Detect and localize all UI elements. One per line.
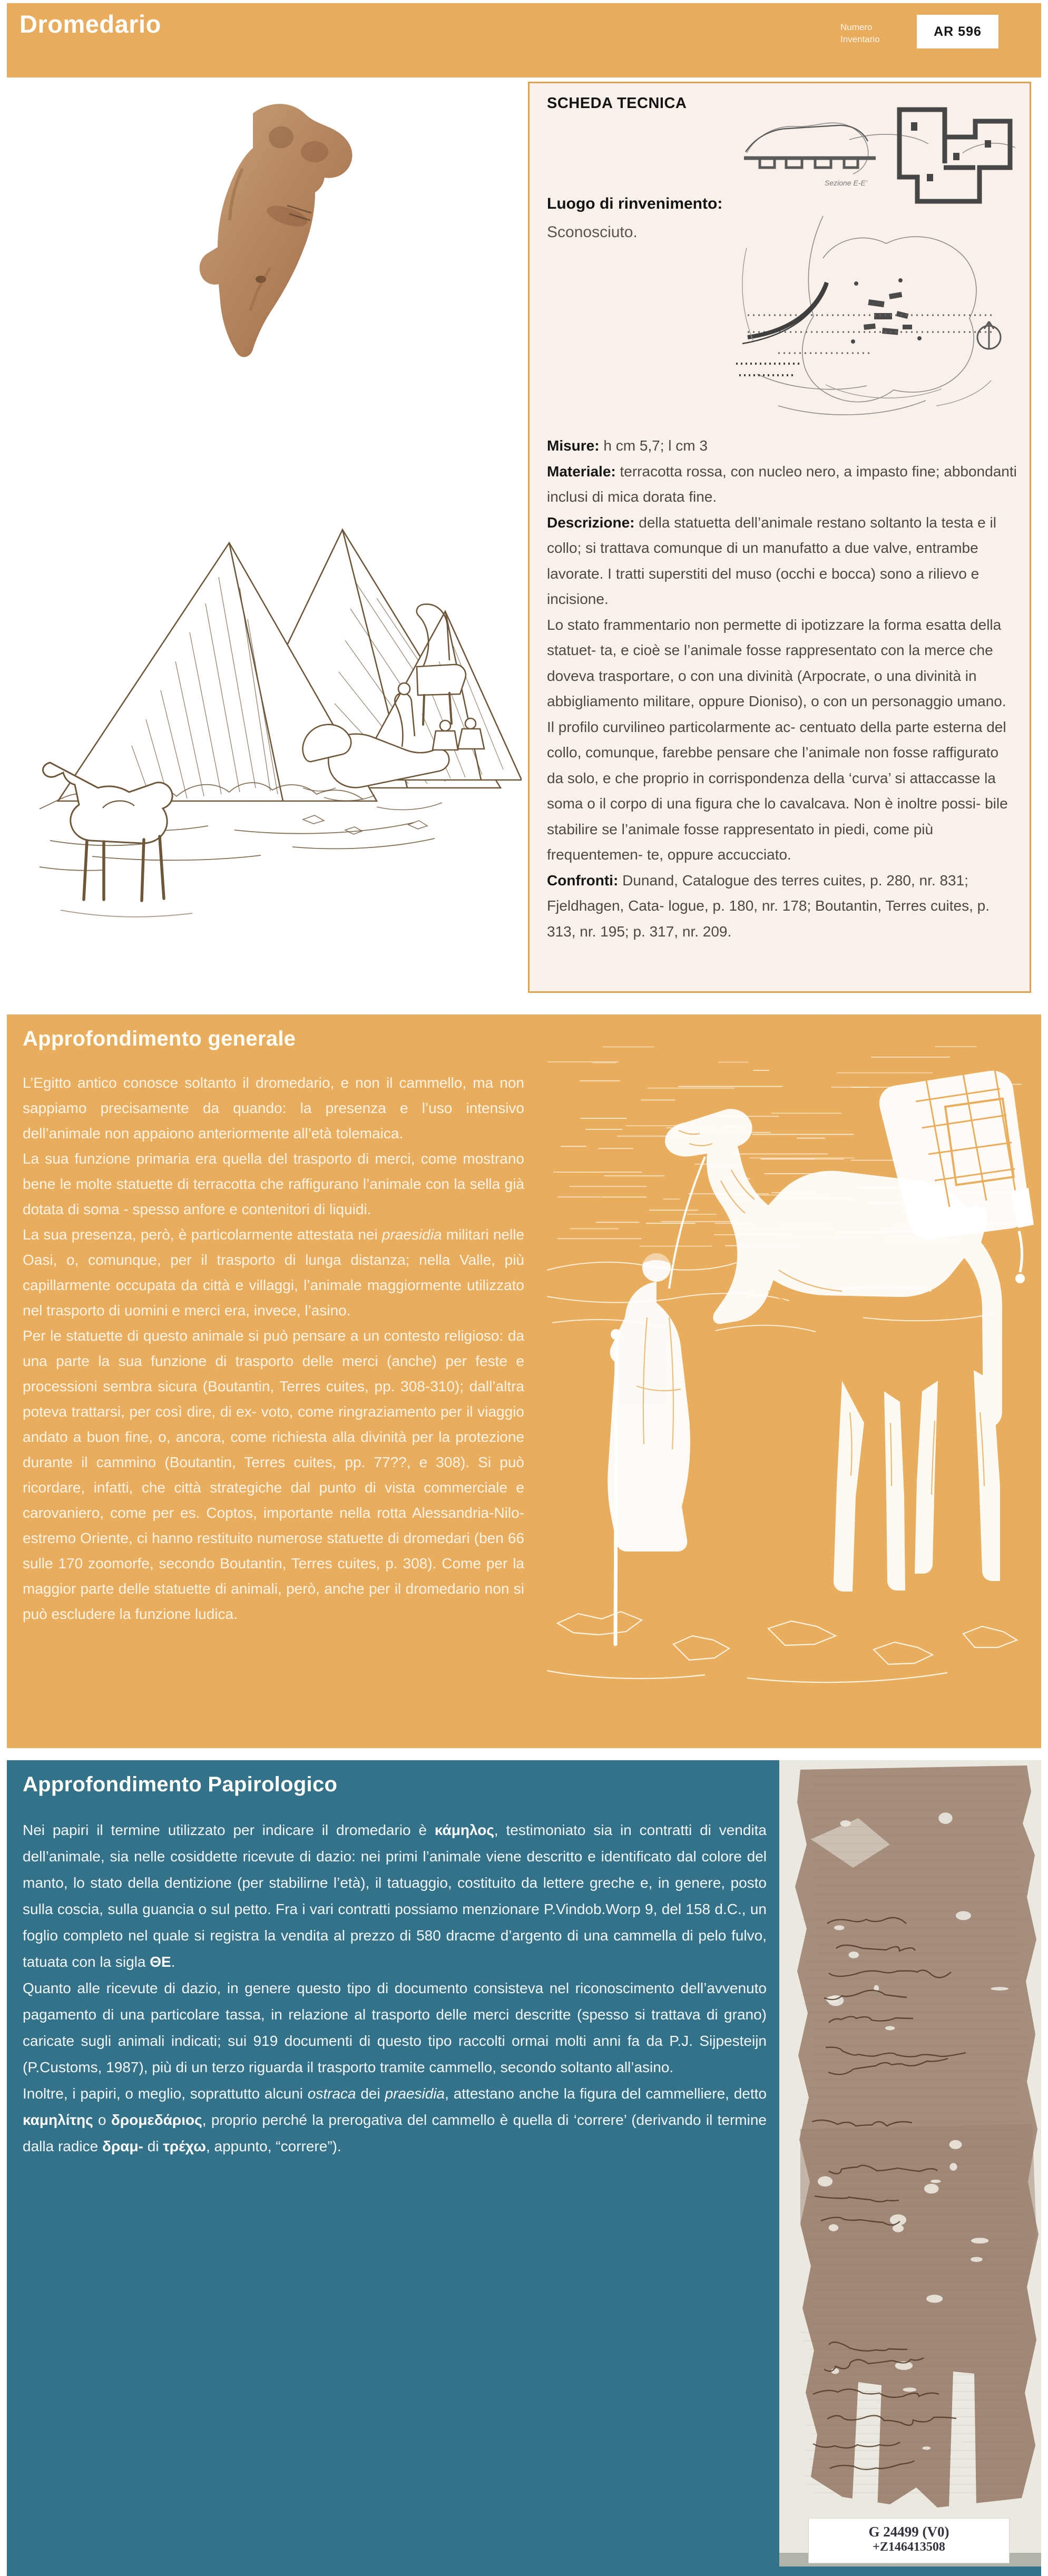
section-approfondimento-papirologico [7,1760,1041,2576]
paragraph: Descrizione: della statuetta dell’animale restano soltanto la testa e il collo; si trattava comunque di un manufatto a due valve, entrambe lavorate. I tratti superstiti del muso (occhi e bocca) sono a rilievo e incisione. [547,514,996,607]
paragraph: Nei papiri il termine utilizzato per indicare il dromedario è κάμηλος, testimoniato sia in contratti di vendita dell’animale, sia nelle cosiddette ricevute di dazio: nei primi l’animale viene descritto e identificato dal colore del manto, lo stato della dentizione (per stabilirne l’età), il tatuaggio, costituito da lettere greche e, in genere, posto sulla coscia, sulla guancia o sul petto. Fra i vari contratti possiamo menzionare P.Vindob.Worp 9, del 158 d.C., un foglio completo nel quale si registra la vendita al prezzo di 580 dracme d’argento di una cammella di pelo fulvo, tatuata con la sigla ΘΕ. [23,1822,767,1970]
papyrus-label-line2: +Z146413508 [873,2540,945,2554]
paragraph: La sua funzione primaria era quella del trasporto di merci, come mostrano bene le molte statuette di terracotta che raffigurano l’animale con la sella già dotata di soma - spesso anfore e contenitori di liquidi. [23,1150,524,1217]
findspot-label: Luogo di rinvenimento: [547,195,723,212]
camel-engraving-illustration [547,1043,1034,1692]
terracotta-fragment-illustration [129,84,393,364]
paragraph: Misure: h cm 5,7; l cm 3 [547,437,708,454]
page-title: Dromedario [19,10,161,38]
papirologico-body [23,1817,767,2160]
inventory-number-badge: AR 596 [917,15,998,48]
generale-body [23,1070,524,1627]
papirologico-title: Approfondimento Papirologico [23,1773,338,1796]
generale-title: Approfondimento generale [23,1027,296,1050]
paragraph: La sua presenza, però, è particolarmente attestata nei praesidia militari nelle Oasi, o, comunque, per il trasporto di lunga distanza; nella Valle, più capillarmente occupata da città e villaggi, l’animale maggiormente utilizzato nel trasporto di uomini e merci era, invece, l’asino. [23,1226,524,1319]
inventory-label: Numero Inventario [840,22,880,44]
scheda-title: SCHEDA TECNICA [547,95,687,112]
pyramids-illustration [8,493,522,1001]
page-header [7,3,1041,77]
site-plan-caption: Sezione E-E’ [825,179,867,187]
paragraph: Quanto alle ricevute di dazio, in genere questo tipo di documento consisteva nel riconoscimento dell’avvenuto pagamento di una particolare tassa, in relazione al trasporto delle merci descritte (spesso si trattava di grano) caricate sugli animali indicati; sui 919 documenti di questo tipo raccolti ormai molti anni fa da P.J. Sijpesteijn (P.Customs, 1987), più di un terzo riguarda il trasporto tramite cammello, secondo soltanto all’asino. [23,1980,767,2075]
findspot-value: Sconosciuto. [547,223,638,241]
papyrus-label-line1: G 24499 (V0) [868,2524,949,2540]
paragraph: Per le statuette di questo animale si può pensare a un contesto religioso: da una parte la sua funzione di trasporto delle merci (anche) per feste e processioni sembra sicura (Boutantin, Terres cuites, pp. 308-310); dall’altra poteva trattarsi, per così dire, di ex- voto, come ringraziamento per il viaggio andato a buon fine, o, ancora, come richiesta alla divinità per la protezione durante il cammino (Boutantin, Terres cuites, pp. 77??, e 308). Si può ricordare, infatti, che città strategiche dal punto di vista commerciale e carovaniero, come per es. Coptos, importante nella rotta Alessandria-Nilo-estremo Oriente, ci hanno restituito numerose statuette di dromedari (ben 66 sulle 170 zoomorfe, secondo Boutantin, Terres cuites, p. 308). Come per la maggior parte delle statuette di animali, però, anche per il dromedario non si può escludere la funzione ludica. [23,1328,524,1622]
papyrus-fragment-illustration [779,1760,1041,2567]
scheda-tecnica-card [528,82,1031,993]
paragraph: L’Egitto antico conosce soltanto il dromedario, e non il cammello, ma non sappiamo precisamente da quando: la presenza e l’uso intensivo dell’animale non appaiono anteriormente all’età tolemaica. [23,1075,524,1141]
section-approfondimento-generale [7,1014,1041,1748]
scheda-body [547,433,1017,944]
paragraph: Inoltre, i papiri, o meglio, soprattutto alcuni ostraca dei praesidia, attestano anche la figura del cammelliere, detto καμηλίτης o δρομεδάριος, proprio perché la prerogativa del cammello è quella di ‘correre’ (derivando il termine dalla radice δραμ- di τρέχω, appunto, “correre”). [23,2085,767,2154]
artifact-photo [129,84,393,364]
site-plan-illustration [715,90,1027,432]
papyrus-inventory-label [808,2518,1010,2563]
paragraph: Materiale: terracotta rossa, con nucleo nero, a impasto fine; abbondanti inclusi di mica dorata fine. [547,463,1017,505]
papyrus-photo [779,1760,1041,2567]
paragraph: Confronti: Dunand, Catalogue des terres cuites, p. 280, nr. 831; Fjeldhagen, Cata- logue, p. 180, nr. 178; Boutantin, Terres cuites, p. 313, nr. 195; p. 317, nr. 209. [547,872,990,940]
paragraph: Lo stato frammentario non permette di ipotizzare la forma esatta della statuet- ta, e cioè se l’animale fosse rappresentato con la merce che doveva trasportare, o con una divinità (Arpocrate, o una divinità in abbigliamento militare, oppure Dioniso), o con un personaggio umano. Il profilo curvilineo particolarmente ac- centuato della parte esterna del collo, comunque, farebbe pensare che l’animale non fosse raffigurato da solo, e che proprio in corrispondenza della ‘curva’ si attaccasse la soma o il corpo di una figura che lo cavalcava. Non è inoltre possi- bile stabilire se l’animale fosse rappresentato in piedi, come più frequentemen- te, oppure accucciato. [547,616,1008,863]
